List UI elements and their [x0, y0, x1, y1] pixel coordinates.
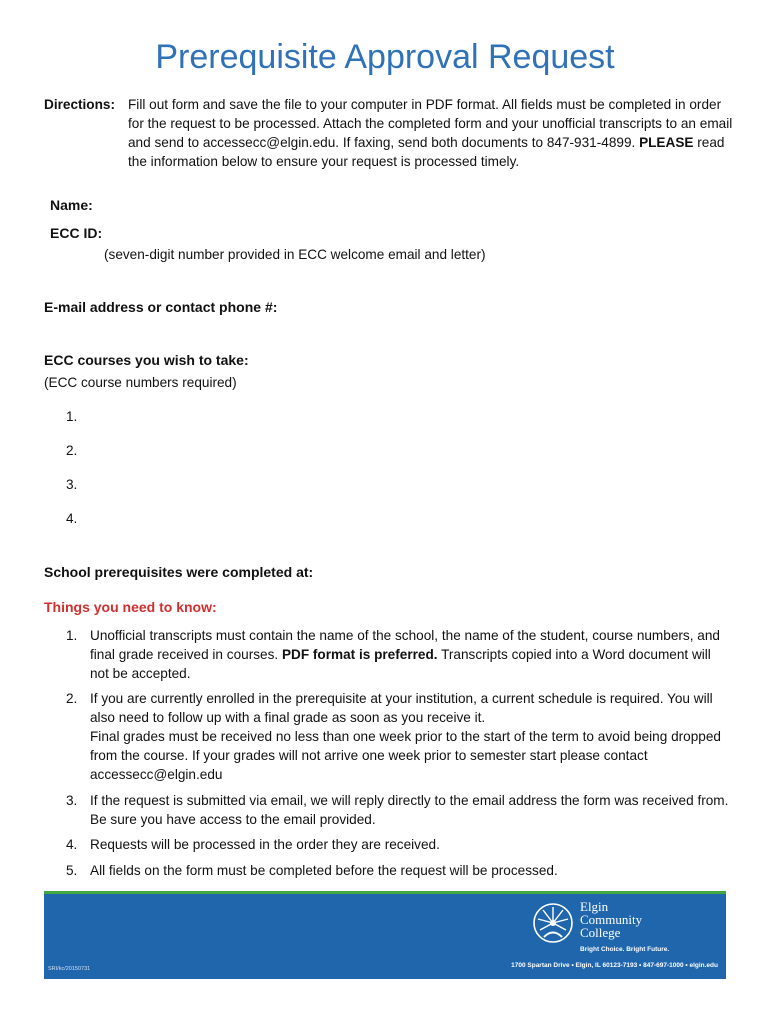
ecc-id-label: ECC ID:	[50, 225, 103, 241]
course-number-2: 2.	[66, 443, 78, 458]
list-item-number: 5.	[66, 863, 78, 878]
list-item-number: 4.	[66, 837, 78, 852]
directions-text	[128, 95, 738, 171]
things-heading: Things you need to know:	[44, 599, 217, 615]
directions-emphasis: PLEASE	[639, 135, 694, 150]
directions-label: Directions:	[44, 97, 116, 112]
list-item-text-line1: If you are currently enrolled in the prerequisite at your institution, a current schedule is required. You will also need to follow up with a final grade as soon as you receive it.	[90, 691, 713, 725]
school-label: School prerequisites were completed at:	[44, 564, 314, 580]
courses-hint: (ECC course numbers required)	[44, 375, 237, 390]
page-title: Prerequisite Approval Request	[155, 38, 615, 76]
course-number-1: 1.	[66, 409, 78, 424]
footer-bar	[44, 894, 726, 979]
list-item-number: 3.	[66, 793, 78, 808]
courses-label: ECC courses you wish to take:	[44, 352, 249, 368]
ecc-id-hint: (seven-digit number provided in ECC welcome email and letter)	[104, 247, 486, 262]
starburst-icon	[532, 902, 574, 944]
tagline: Bright Choice. Bright Future.	[580, 946, 670, 953]
list-item-text	[90, 626, 730, 683]
list-item-number: 2.	[66, 691, 78, 706]
college-logo	[532, 900, 722, 958]
directions-text-part2: read the information below to ensure your request is processed timely.	[128, 135, 725, 169]
list-item-emphasis: PDF format is preferred.	[281, 647, 438, 662]
college-name	[580, 900, 642, 939]
list-item-number: 1.	[66, 628, 78, 643]
directions-text-part1: Fill out form and save the file to your computer in PDF format. All fields must be completed in order for the request to be processed. Attach the completed form and your unofficial transcripts to an email and send to accessecc@elgin.edu. If faxing, send both documents to 847-931-4899.	[128, 97, 733, 150]
college-address: 1700 Spartan Drive • Elgin, IL 60123-7193 • 847-697-1000 • elgin.edu	[511, 962, 718, 969]
college-name-line: Community	[580, 912, 643, 927]
college-name-line: Elgin	[580, 899, 609, 914]
list-item-text: All fields on the form must be completed before the request will be processed.	[90, 863, 558, 878]
list-item-text-line2: Final grades must be received no less than one week prior to the start of the term to avoid being dropped from the course. If your grades will not arrive one week prior to semester start please contact accessecc@elgin.edu	[90, 729, 721, 782]
list-item-text: If the request is submitted via email, we will reply directly to the email address the form was received from. Be sure you have access to the email provided.	[90, 793, 729, 827]
name-label: Name:	[50, 197, 93, 213]
form-code: SRI/kc/20150731	[48, 966, 91, 972]
list-item-text	[90, 689, 730, 784]
contact-label: E-mail address or contact phone #:	[44, 299, 278, 315]
list-item-text-part2: Transcripts copied into a Word document will not be accepted.	[90, 647, 711, 681]
list-item-text: Requests will be processed in the order they are received.	[90, 837, 440, 852]
course-number-4: 4.	[66, 511, 78, 526]
college-name-line: College	[580, 925, 621, 940]
course-number-3: 3.	[66, 477, 78, 492]
list-item-text-part1: Unofficial transcripts must contain the name of the school, the name of the student, course numbers, and final grade received in courses.	[90, 628, 720, 662]
